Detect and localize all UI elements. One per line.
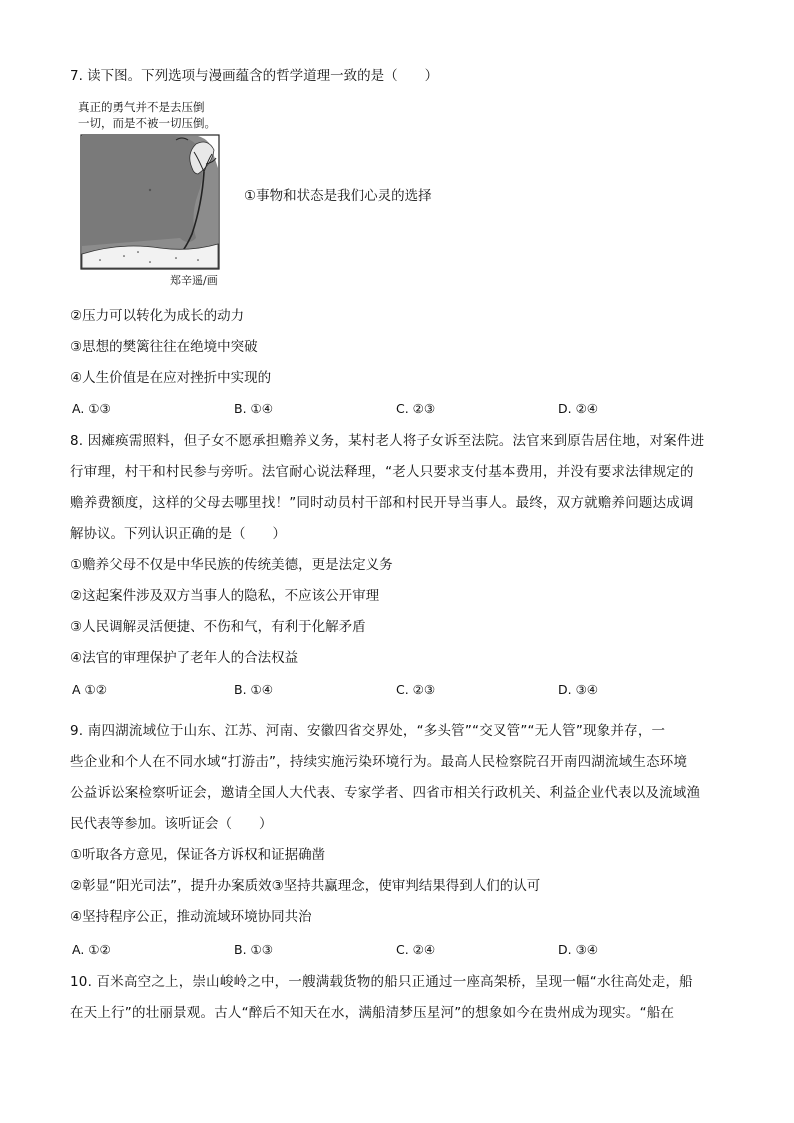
- q9-line-3: 公益诉讼案检察听证会，邀请全国人大代表、专家学者、四省市相关行政机关、利益企业代表以及流域渔: [70, 785, 701, 801]
- q8-statement-4: ④法官的审理保护了老年人的合法权益: [70, 650, 299, 666]
- q7-stem: 7. 读下图。下列选项与漫画蕴含的哲学道理一致的是（ ）: [70, 68, 439, 84]
- q7-statement-1: ①事物和状态是我们心灵的选择: [244, 188, 432, 204]
- q9-statement-2: ②彰显“阳光司法”，提升办案质效③坚持共赢理念，使审判结果得到人们的认可: [70, 878, 541, 894]
- q9-option-a[interactable]: A. ①②: [72, 942, 111, 957]
- q7-option-c[interactable]: C. ②③: [396, 401, 436, 416]
- q7-comic: [78, 100, 248, 290]
- q8-option-d[interactable]: D. ③④: [558, 682, 598, 697]
- q8-line-2: 行审理，村干和村民参与旁听。法官耐心说法释理，“老人只要求支付基本费用，并没有要求法律规定的: [70, 464, 694, 480]
- q7-statement-2: ②压力可以转化为成长的动力: [70, 308, 245, 324]
- comic-caption-line2: 一切，而是不被一切压倒。: [78, 116, 216, 130]
- q9-option-d[interactable]: D. ③④: [558, 942, 598, 957]
- comic-caption-line1: 真正的勇气并不是去压倒: [78, 100, 205, 114]
- q7-option-a[interactable]: A. ①③: [72, 401, 111, 416]
- q7-statement-3: ③思想的樊篱往往在绝境中突破: [70, 339, 258, 355]
- q8-line-3: 赡养费额度，这样的父母去哪里找！”同时动员村干部和村民开导当事人。最终，双方就赡养问题达成调: [70, 495, 694, 511]
- q7-statement-4: ④人生价值是在应对挫折中实现的: [70, 370, 272, 386]
- q8-option-b[interactable]: B. ①④: [234, 682, 273, 697]
- q8-option-a[interactable]: A ①②: [72, 682, 107, 697]
- comic-drawing: [80, 134, 220, 270]
- q7-option-b[interactable]: B. ①④: [234, 401, 273, 416]
- q8-statement-2: ②这起案件涉及双方当事人的隐私，不应该公开审理: [70, 588, 380, 604]
- q9-option-c[interactable]: C. ②④: [396, 942, 436, 957]
- q8-line-1: 8. 因瘫痪需照料，但子女不愿承担赡养义务，某村老人将子女诉至法院。法官来到原告居住地，对案件进: [70, 433, 705, 449]
- q9-statement-1: ①听取各方意见，保证各方诉权和证据确凿: [70, 847, 326, 863]
- q8-option-c[interactable]: C. ②③: [396, 682, 436, 697]
- comic-signature: 郑辛遥/画: [170, 274, 218, 287]
- q9-statement-3: ④坚持程序公正，推动流域环境协同共治: [70, 909, 312, 925]
- q10-line-1: 10. 百米高空之上，崇山峻岭之中，一艘满载货物的船只正通过一座高架桥，呈现一幅“水往高处走，船: [70, 974, 693, 990]
- q9-line-2: 些企业和个人在不同水域“打游击”，持续实施污染环境行为。最高人民检察院召开南四湖流域生态环境: [70, 754, 688, 770]
- q8-line-4: 解协议。下列认识正确的是（ ）: [70, 526, 286, 542]
- q9-line-1: 9. 南四湖流域位于山东、江苏、河南、安徽四省交界处，“多头管”“交叉管”“无人管”现象并存，一: [70, 723, 666, 739]
- q10-line-2: 在天上行”的壮丽景观。古人“醉后不知天在水，满船清梦压星河”的想象如今在贵州成为现实。“船在: [70, 1005, 675, 1021]
- q8-statement-3: ③人民调解灵活便捷、不伤和气，有利于化解矛盾: [70, 619, 366, 635]
- q8-statement-1: ①赡养父母不仅是中华民族的传统美德，更是法定义务: [70, 557, 393, 573]
- q9-line-4: 民代表等参加。该听证会（ ）: [70, 816, 273, 832]
- q7-option-d[interactable]: D. ②④: [558, 401, 598, 416]
- q9-option-b[interactable]: B. ①③: [234, 942, 273, 957]
